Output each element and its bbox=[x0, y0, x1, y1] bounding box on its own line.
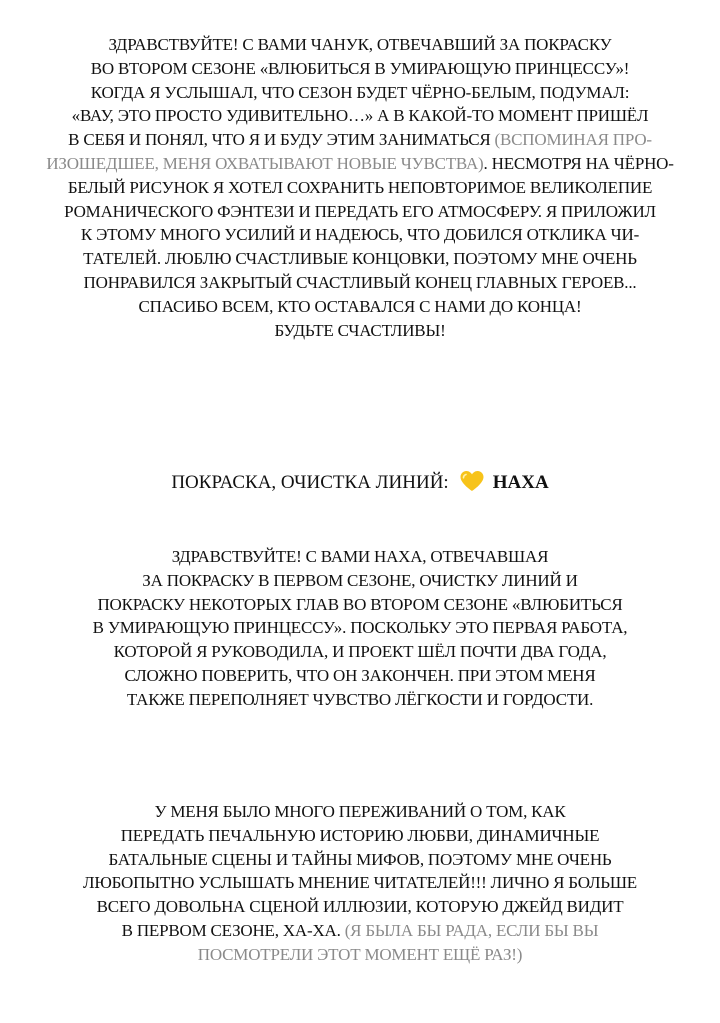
text-line: К ЭТОМУ МНОГО УСИЛИЙ И НАДЕЮСЬ, ЧТО ДОБИЛСЯ ОТКЛИКА ЧИ- bbox=[80, 225, 640, 245]
text-line: ВО ВТОРОМ СЕЗОНЕ «ВЛЮБИТЬСЯ В УМИРАЮЩУЮ ПРИНЦЕССУ»! bbox=[90, 58, 630, 78]
text-segment: В СЕБЯ И ПОНЯЛ, ЧТО Я И БУДУ ЭТИМ ЗАНИМАТЬСЯ bbox=[68, 130, 495, 150]
text-line: ПЕРЕДАТЬ ПЕЧАЛЬНУЮ ИСТОРИЮ ЛЮБВИ, ДИНАМИЧНЫЕ bbox=[120, 825, 600, 845]
aside-text: ИЗОШЕДШЕЕ, МЕНЯ ОХВАТЫВАЮТ НОВЫЕ ЧУВСТВА) bbox=[46, 153, 484, 173]
text-line: «ВАУ, ЭТО ПРОСТО УДИВИТЕЛЬНО…» А В КАКОЙ-ТО МОМЕНТ ПРИШЁЛ bbox=[71, 106, 649, 126]
text-line: ТАТЕЛЕЙ. ЛЮБЛЮ СЧАСТЛИВЫЕ КОНЦОВКИ, ПОЭТОМУ МНЕ ОЧЕНЬ bbox=[83, 249, 637, 269]
aside-text: ПОСМОТРЕЛИ ЭТОТ МОМЕНТ ЕЩЁ РАЗ!) bbox=[197, 944, 523, 964]
text-line: СЛОЖНО ПОВЕРИТЬ, ЧТО ОН ЗАКОНЧЕН. ПРИ ЭТОМ МЕНЯ bbox=[124, 665, 596, 685]
text-line: СПАСИБО ВСЕМ, КТО ОСТАВАЛСЯ С НАМИ ДО КОНЦА! bbox=[138, 296, 582, 316]
text-line: ЗДРАВСТВУЙТЕ! С ВАМИ ЧАНУК, ОТВЕЧАВШИЙ ЗА ПОКРАСКУ bbox=[108, 35, 612, 54]
text-line: ТАКЖЕ ПЕРЕПОЛНЯЕТ ЧУВСТВО ЛЁГКОСТИ И ГОРДОСТИ. bbox=[126, 689, 594, 709]
credit-label: ПОКРАСКА, ОЧИСТКА ЛИНИЙ: bbox=[171, 472, 449, 493]
text-line bbox=[0, 128, 720, 152]
aside-text: (Я БЫЛА БЫ РАДА, ЕСЛИ БЫ ВЫ bbox=[344, 920, 599, 940]
yellow-heart-icon bbox=[459, 470, 485, 492]
text-line: ПОНРАВИЛСЯ ЗАКРЫТЫЙ СЧАСТЛИВЫЙ КОНЕЦ ГЛАВНЫХ ГЕРОЕВ... bbox=[83, 272, 637, 292]
text-line: КОТОРОЙ Я РУКОВОДИЛА, И ПРОЕКТ ШЁЛ ПОЧТИ ДВА ГОДА, bbox=[113, 642, 607, 662]
credit-heading bbox=[0, 470, 720, 496]
text-line: ЗДРАВСТВУЙТЕ! С ВАМИ НАХА, ОТВЕЧАВШАЯ bbox=[171, 547, 549, 566]
text-line: БУДЬТЕ СЧАСТЛИВЫ! bbox=[274, 320, 446, 340]
text-segment: В ПЕРВОМ СЕЗОНЕ, ХА-ХА. bbox=[121, 920, 345, 940]
credit-name: НАХА bbox=[492, 472, 549, 493]
text-line: ЛЮБОПЫТНО УСЛЫШАТЬ МНЕНИЕ ЧИТАТЕЛЕЙ!!! ЛИЧНО Я БОЛЬШЕ bbox=[83, 873, 637, 893]
text-line: БАТАЛЬНЫЕ СЦЕНЫ И ТАЙНЫ МИФОВ, ПОЭТОМУ МНЕ ОЧЕНЬ bbox=[108, 849, 612, 869]
naha-message-part-1 bbox=[0, 545, 720, 712]
text-segment: . НЕСМОТРЯ НА ЧЁРНО- bbox=[483, 153, 674, 173]
text-line: ЗА ПОКРАСКУ В ПЕРВОМ СЕЗОНЕ, ОЧИСТКУ ЛИНИЙ И bbox=[142, 570, 578, 590]
text-line: КОГДА Я УСЛЫШАЛ, ЧТО СЕЗОН БУДЕТ ЧЁРНО-БЕЛЫМ, ПОДУМАЛ: bbox=[90, 82, 630, 102]
text-line bbox=[0, 152, 720, 176]
naha-message-part-2 bbox=[0, 800, 720, 967]
text-line: БЕЛЫЙ РИСУНОК Я ХОТЕЛ СОХРАНИТЬ НЕПОВТОРИМОЕ ВЕЛИКОЛЕПИЕ bbox=[67, 177, 653, 197]
text-line: РОМАНИЧЕСКОГО ФЭНТЕЗИ И ПЕРЕДАТЬ ЕГО АТМОСФЕРУ. Я ПРИЛОЖИЛ bbox=[64, 201, 656, 221]
chanuk-message bbox=[0, 33, 720, 342]
text-line bbox=[0, 919, 720, 943]
text-line: В УМИРАЮЩУЮ ПРИНЦЕССУ». ПОСКОЛЬКУ ЭТО ПЕРВАЯ РАБОТА, bbox=[92, 618, 628, 638]
text-line: ВСЕГО ДОВОЛЬНА СЦЕНОЙ ИЛЛЮЗИИ, КОТОРУЮ ДЖЕЙД ВИДИТ bbox=[96, 897, 624, 917]
text-line: ПОКРАСКУ НЕКОТОРЫХ ГЛАВ ВО ВТОРОМ СЕЗОНЕ «ВЛЮБИТЬСЯ bbox=[97, 594, 623, 614]
aside-text: (ВСПОМИНАЯ ПРО- bbox=[494, 130, 652, 150]
text-line: У МЕНЯ БЫЛО МНОГО ПЕРЕЖИВАНИЙ О ТОМ, КАК bbox=[154, 802, 566, 821]
